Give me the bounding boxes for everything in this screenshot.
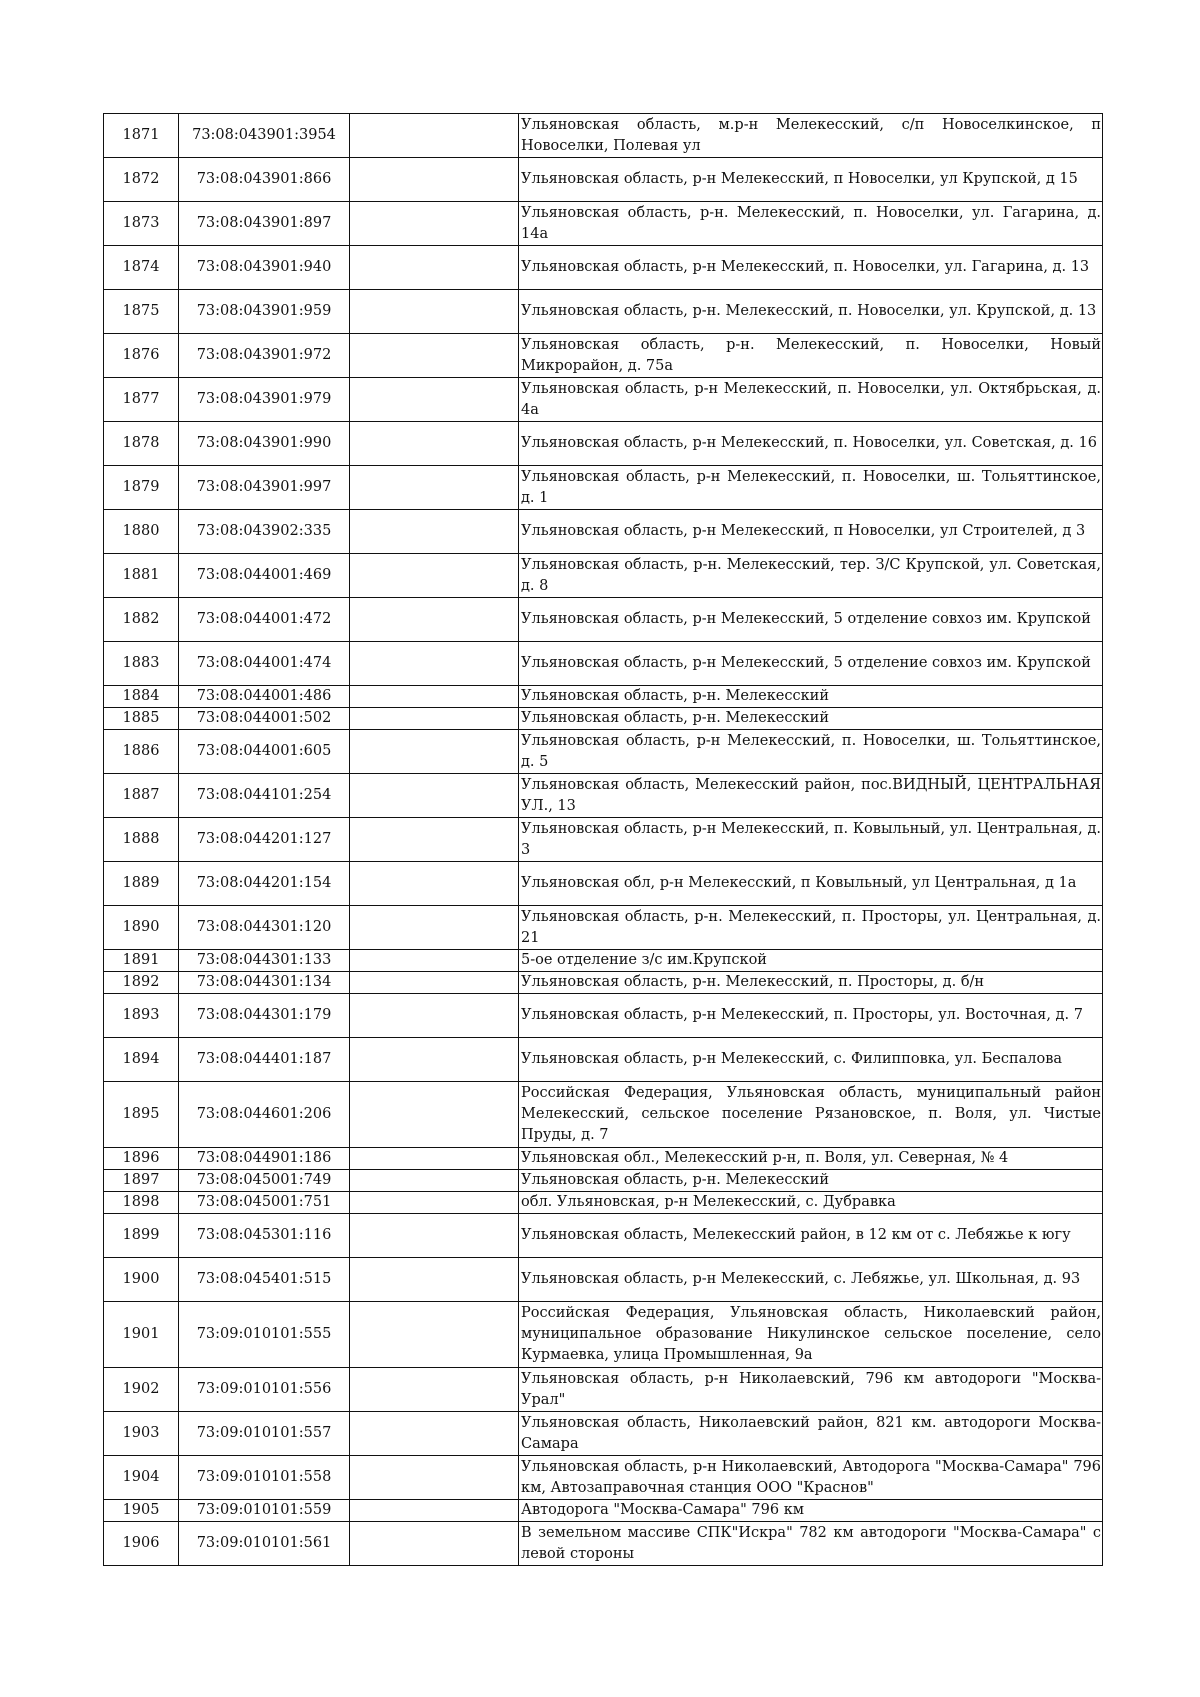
address: Ульяновская область, р-н. Мелекесский, п. Просторы, ул. Центральная, д. 21 [519, 906, 1103, 950]
row-number: 1893 [104, 994, 179, 1038]
table-row [104, 642, 1103, 686]
cadastral-number: 73:08:044101:254 [179, 774, 350, 818]
address: Ульяновская область, р-н. Мелекесский [519, 708, 1103, 730]
empty-cell [350, 246, 519, 290]
cadastral-number: 73:08:044301:134 [179, 972, 350, 994]
table-row [104, 1500, 1103, 1522]
address: Автодорога "Москва-Самара" 796 км [519, 1500, 1103, 1522]
cadastral-number: 73:08:043901:866 [179, 158, 350, 202]
row-number: 1905 [104, 1500, 179, 1522]
empty-cell [350, 510, 519, 554]
cadastral-number: 73:08:044301:133 [179, 950, 350, 972]
cadastral-number: 73:08:044001:474 [179, 642, 350, 686]
cadastral-number: 73:08:043901:959 [179, 290, 350, 334]
row-number: 1902 [104, 1368, 179, 1412]
cadastral-number: 73:09:010101:561 [179, 1522, 350, 1566]
cadastral-number: 73:08:043902:335 [179, 510, 350, 554]
cadastral-number: 73:08:045001:751 [179, 1192, 350, 1214]
table-row [104, 334, 1103, 378]
cadastral-number: 73:08:045401:515 [179, 1258, 350, 1302]
address: Ульяновская область, р-н. Мелекесский, п. Новоселки, ул. Крупской, д. 13 [519, 290, 1103, 334]
address: Ульяновская область, Мелекесский район, в 12 км от с. Лебяжье к югу [519, 1214, 1103, 1258]
table-row [104, 422, 1103, 466]
row-number: 1885 [104, 708, 179, 730]
row-number: 1872 [104, 158, 179, 202]
cadastral-number: 73:08:043901:940 [179, 246, 350, 290]
table-row [104, 774, 1103, 818]
cadastral-number: 73:08:044001:469 [179, 554, 350, 598]
row-number: 1883 [104, 642, 179, 686]
cadastral-number: 73:09:010101:558 [179, 1456, 350, 1500]
cadastral-number: 73:08:043901:897 [179, 202, 350, 246]
row-number: 1886 [104, 730, 179, 774]
address: В земельном массиве СПК"Искра" 782 км автодороги "Москва-Самара" с левой стороны [519, 1522, 1103, 1566]
cadastral-number: 73:08:045301:116 [179, 1214, 350, 1258]
empty-cell [350, 422, 519, 466]
empty-cell [350, 950, 519, 972]
empty-cell [350, 818, 519, 862]
empty-cell [350, 554, 519, 598]
table-row [104, 466, 1103, 510]
table-row [104, 1456, 1103, 1500]
cadastral-number: 73:09:010101:556 [179, 1368, 350, 1412]
address: Российская Федерация, Ульяновская область, муниципальный район Мелекесский, сельское поселение Рязановское, п. Воля, ул. Чистые Пруды, д. 7 [519, 1082, 1103, 1148]
row-number: 1906 [104, 1522, 179, 1566]
row-number: 1899 [104, 1214, 179, 1258]
table-row [104, 510, 1103, 554]
table-row [104, 202, 1103, 246]
cadastral-number: 73:08:044601:206 [179, 1082, 350, 1148]
address: Ульяновская область, р-н Мелекесский, п. Новоселки, ул. Советская, д. 16 [519, 422, 1103, 466]
address: Ульяновская область, Николаевский район, 821 км. автодороги Москва-Самара [519, 1412, 1103, 1456]
row-number: 1875 [104, 290, 179, 334]
address: Ульяновская область, р-н. Мелекесский [519, 1170, 1103, 1192]
cadastral-number: 73:08:043901:3954 [179, 114, 350, 158]
address: Ульяновская область, р-н. Мелекесский, п. Просторы, д. б/н [519, 972, 1103, 994]
row-number: 1873 [104, 202, 179, 246]
empty-cell [350, 1038, 519, 1082]
empty-cell [350, 466, 519, 510]
address: Ульяновская область, р-н Мелекесский, с. Лебяжье, ул. Школьная, д. 93 [519, 1258, 1103, 1302]
empty-cell [350, 642, 519, 686]
empty-cell [350, 1214, 519, 1258]
table-row [104, 1258, 1103, 1302]
empty-cell [350, 1170, 519, 1192]
empty-cell [350, 598, 519, 642]
table-row [104, 818, 1103, 862]
row-number: 1877 [104, 378, 179, 422]
cadastral-number: 73:09:010101:557 [179, 1412, 350, 1456]
table-row [104, 862, 1103, 906]
table-row [104, 158, 1103, 202]
table-row [104, 730, 1103, 774]
address: Ульяновская область, р-н Мелекесский, п. Ковыльный, ул. Центральная, д. 3 [519, 818, 1103, 862]
row-number: 1889 [104, 862, 179, 906]
empty-cell [350, 1302, 519, 1368]
empty-cell [350, 158, 519, 202]
cadastral-number: 73:09:010101:555 [179, 1302, 350, 1368]
address: Ульяновская область, р-н Николаевский, Автодорога "Москва-Самара" 796 км, Автозаправочная станция ООО "Краснов" [519, 1456, 1103, 1500]
empty-cell [350, 1456, 519, 1500]
cadastral-number: 73:08:044201:127 [179, 818, 350, 862]
address: Ульяновская область, р-н Мелекесский, п. Новоселки, ш. Тольяттинское, д. 1 [519, 466, 1103, 510]
empty-cell [350, 202, 519, 246]
table-row [104, 1082, 1103, 1148]
address: Российская Федерация, Ульяновская область, Николаевский район, муниципальное образование Никулинское сельское поселение, село Курмаевка, улица Промышленная, 9а [519, 1302, 1103, 1368]
table-body [104, 114, 1103, 1566]
cadastral-number: 73:08:043901:972 [179, 334, 350, 378]
table-row [104, 1148, 1103, 1170]
cadastral-number: 73:08:044001:472 [179, 598, 350, 642]
cadastral-number: 73:08:044901:186 [179, 1148, 350, 1170]
row-number: 1894 [104, 1038, 179, 1082]
address: Ульяновская область, р-н Мелекесский, 5 отделение совхоз им. Крупской [519, 598, 1103, 642]
address: Ульяновская область, р-н Мелекесский, п. Новоселки, ул. Гагарина, д. 13 [519, 246, 1103, 290]
row-number: 1880 [104, 510, 179, 554]
table-row [104, 114, 1103, 158]
empty-cell [350, 378, 519, 422]
address: Ульяновская область, р-н. Мелекесский [519, 686, 1103, 708]
address: Ульяновская область, р-н Мелекесский, п. Новоселки, ш. Тольяттинское, д. 5 [519, 730, 1103, 774]
empty-cell [350, 730, 519, 774]
empty-cell [350, 1082, 519, 1148]
empty-cell [350, 774, 519, 818]
table-row [104, 246, 1103, 290]
table-row [104, 972, 1103, 994]
table-row [104, 598, 1103, 642]
empty-cell [350, 290, 519, 334]
address: Ульяновская область, р-н Мелекесский, 5 отделение совхоз им. Крупской [519, 642, 1103, 686]
empty-cell [350, 686, 519, 708]
row-number: 1901 [104, 1302, 179, 1368]
address: Ульяновская область, р-н. Мелекесский, п. Новоселки, Новый Микрорайон, д. 75а [519, 334, 1103, 378]
address: 5-ое отделение з/с им.Крупской [519, 950, 1103, 972]
row-number: 1898 [104, 1192, 179, 1214]
address: Ульяновская область, р-н. Мелекесский, тер. З/С Крупской, ул. Советская, д. 8 [519, 554, 1103, 598]
empty-cell [350, 1258, 519, 1302]
empty-cell [350, 334, 519, 378]
row-number: 1882 [104, 598, 179, 642]
table-row [104, 1522, 1103, 1566]
row-number: 1887 [104, 774, 179, 818]
table-row [104, 994, 1103, 1038]
address: Ульяновская обл, р-н Мелекесский, п Ковыльный, ул Центральная, д 1а [519, 862, 1103, 906]
table-row [104, 906, 1103, 950]
empty-cell [350, 708, 519, 730]
table-row [104, 554, 1103, 598]
empty-cell [350, 1368, 519, 1412]
address: Ульяновская область, р-н Мелекесский, п Новоселки, ул Строителей, д 3 [519, 510, 1103, 554]
row-number: 1884 [104, 686, 179, 708]
cadastral-number: 73:08:044201:154 [179, 862, 350, 906]
empty-cell [350, 972, 519, 994]
address: Ульяновская область, р-н Мелекесский, п. Новоселки, ул. Октябрьская, д. 4а [519, 378, 1103, 422]
address: Ульяновская область, р-н Мелекесский, п Новоселки, ул Крупской, д 15 [519, 158, 1103, 202]
row-number: 1876 [104, 334, 179, 378]
address: обл. Ульяновская, р-н Мелекесский, с. Дубравка [519, 1192, 1103, 1214]
cadastral-number: 73:08:044301:179 [179, 994, 350, 1038]
address: Ульяновская область, р-н Мелекесский, п. Просторы, ул. Восточная, д. 7 [519, 994, 1103, 1038]
empty-cell [350, 994, 519, 1038]
address: Ульяновская область, м.р-н Мелекесский, с/п Новоселкинское, п Новоселки, Полевая ул [519, 114, 1103, 158]
row-number: 1874 [104, 246, 179, 290]
cadastral-number: 73:08:043901:997 [179, 466, 350, 510]
empty-cell [350, 1522, 519, 1566]
row-number: 1904 [104, 1456, 179, 1500]
row-number: 1896 [104, 1148, 179, 1170]
empty-cell [350, 1500, 519, 1522]
row-number: 1890 [104, 906, 179, 950]
cadastral-number: 73:08:043901:979 [179, 378, 350, 422]
address: Ульяновская область, Мелекесский район, пос.ВИДНЫЙ, ЦЕНТРАЛЬНАЯ УЛ., 13 [519, 774, 1103, 818]
table-row [104, 708, 1103, 730]
empty-cell [350, 1148, 519, 1170]
row-number: 1879 [104, 466, 179, 510]
row-number: 1897 [104, 1170, 179, 1192]
row-number: 1881 [104, 554, 179, 598]
table-row [104, 1368, 1103, 1412]
row-number: 1892 [104, 972, 179, 994]
empty-cell [350, 1412, 519, 1456]
empty-cell [350, 114, 519, 158]
empty-cell [350, 862, 519, 906]
cadastral-number: 73:08:044401:187 [179, 1038, 350, 1082]
cadastral-number: 73:08:044001:502 [179, 708, 350, 730]
address: Ульяновская обл., Мелекесский р-н, п. Воля, ул. Северная, № 4 [519, 1148, 1103, 1170]
row-number: 1888 [104, 818, 179, 862]
table-row [104, 1038, 1103, 1082]
row-number: 1895 [104, 1082, 179, 1148]
row-number: 1871 [104, 114, 179, 158]
table-row [104, 378, 1103, 422]
table-row [104, 1170, 1103, 1192]
cadastral-number: 73:08:043901:990 [179, 422, 350, 466]
address: Ульяновская область, р-н. Мелекесский, п. Новоселки, ул. Гагарина, д. 14а [519, 202, 1103, 246]
cadastral-number: 73:08:044001:605 [179, 730, 350, 774]
row-number: 1900 [104, 1258, 179, 1302]
empty-cell [350, 1192, 519, 1214]
row-number: 1903 [104, 1412, 179, 1456]
table-row [104, 290, 1103, 334]
cadastral-number: 73:09:010101:559 [179, 1500, 350, 1522]
cadastral-number: 73:08:044001:486 [179, 686, 350, 708]
address: Ульяновская область, р-н Николаевский, 796 км автодороги "Москва-Урал" [519, 1368, 1103, 1412]
row-number: 1878 [104, 422, 179, 466]
row-number: 1891 [104, 950, 179, 972]
land-plot-table [103, 113, 1103, 1566]
table-row [104, 1412, 1103, 1456]
cadastral-number: 73:08:044301:120 [179, 906, 350, 950]
empty-cell [350, 906, 519, 950]
table-row [104, 1214, 1103, 1258]
table-row [104, 686, 1103, 708]
address: Ульяновская область, р-н Мелекесский, с. Филипповка, ул. Беспалова [519, 1038, 1103, 1082]
cadastral-number: 73:08:045001:749 [179, 1170, 350, 1192]
table-row [104, 1302, 1103, 1368]
table-row [104, 950, 1103, 972]
table-row [104, 1192, 1103, 1214]
